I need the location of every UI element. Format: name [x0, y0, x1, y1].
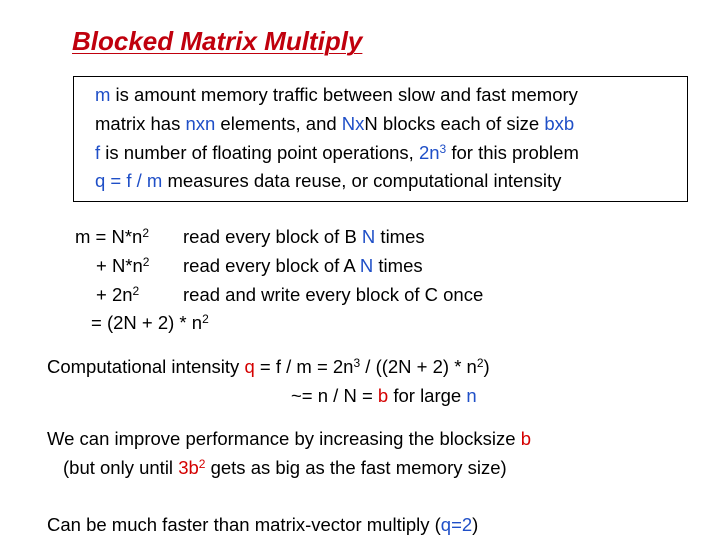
definition-matrix-text-a: matrix has: [95, 113, 186, 134]
intensity-approx: [291, 386, 477, 406]
improve-blocksize-b: b: [520, 428, 531, 449]
faster-note-b: ): [472, 514, 479, 535]
definition-q-text: measures data reuse, or computational intensity: [162, 170, 562, 191]
intensity-label: Computational intensity: [47, 356, 245, 377]
intensity-approx-b: b: [377, 385, 389, 406]
intensity-eq-b: / ((2N + 2) * n: [360, 356, 477, 377]
flops-exponent: 3: [439, 142, 447, 156]
improve-line-1: [47, 429, 531, 449]
traffic-lhs-1: [75, 227, 149, 247]
definition-matrix-text-b: elements, and: [215, 113, 342, 134]
q-equation: q = f / m: [95, 170, 163, 191]
traffic-lhs-1-exp: 2: [142, 226, 150, 240]
traffic-desc-2-a: read every block of A: [183, 255, 360, 276]
nxn-term: nxn: [185, 113, 216, 134]
traffic-desc-1-N: N: [361, 226, 376, 247]
definition-f-tail: for this problem: [446, 142, 579, 163]
traffic-lhs-3: [96, 285, 139, 305]
faster-note-a: Can be much faster than matrix-vector multiply (: [47, 514, 441, 535]
improve-3b: 3b: [178, 457, 199, 478]
faster-note-q: q=2: [440, 514, 473, 535]
traffic-desc-2-b: times: [373, 255, 423, 276]
traffic-lhs-2-exp: 2: [142, 255, 150, 269]
definition-m-text: is amount memory traffic between slow and fast memory: [110, 84, 578, 105]
improve-line-2-c: gets as big as the fast memory size): [205, 457, 507, 478]
traffic-total-text: = (2N + 2) * n: [91, 312, 203, 333]
faster-note: [47, 515, 478, 535]
intensity-q: q: [244, 356, 255, 377]
improve-line-1-a: We can improve performance by increasing the blocksize: [47, 428, 521, 449]
var-m: m: [95, 84, 111, 105]
traffic-lhs-2: [96, 256, 149, 276]
flops-term: 2n: [418, 142, 440, 163]
traffic-desc-2: [183, 256, 423, 276]
traffic-total: [91, 313, 209, 333]
traffic-lhs-3-exp: 2: [132, 284, 140, 298]
traffic-desc-1: [183, 227, 425, 247]
traffic-total-exp: 2: [202, 312, 209, 326]
traffic-desc-3: read and write every block of C once: [183, 284, 484, 305]
definition-f: [95, 143, 579, 163]
intensity-approx-n: n: [466, 385, 477, 406]
improve-3b-exp: 2: [198, 457, 206, 471]
intensity-equation: [47, 357, 490, 377]
bxb-term: bxb: [544, 113, 575, 134]
traffic-lhs-3-text: + 2n: [96, 284, 133, 305]
traffic-lhs-2-text: + N*n: [96, 255, 143, 276]
definition-q: [95, 171, 561, 191]
traffic-desc-1-a: read every block of B: [183, 226, 362, 247]
definition-m: [95, 85, 578, 105]
definition-f-text: is number of floating point operations,: [100, 142, 419, 163]
intensity-exp-1: 3: [353, 356, 361, 370]
intensity-eq-c: ): [483, 356, 490, 377]
improve-line-2-a: (but only until: [63, 457, 179, 478]
traffic-desc-1-b: times: [375, 226, 425, 247]
improve-line-2: [63, 458, 507, 478]
slide-title: Blocked Matrix Multiply: [72, 26, 363, 56]
intensity-approx-c: for large: [388, 385, 467, 406]
intensity-approx-a: ~= n / N =: [291, 385, 378, 406]
traffic-desc-2-N: N: [359, 255, 374, 276]
intensity-eq-a: = f / m = 2n: [254, 356, 354, 377]
NxN-term: Nx: [341, 113, 365, 134]
var-f: f: [95, 142, 101, 163]
intensity-exp-2: 2: [476, 356, 484, 370]
traffic-lhs-1-text: m = N*n: [75, 226, 143, 247]
definition-matrix: [95, 114, 574, 134]
definition-matrix-text-c: N blocks each of size: [364, 113, 545, 134]
